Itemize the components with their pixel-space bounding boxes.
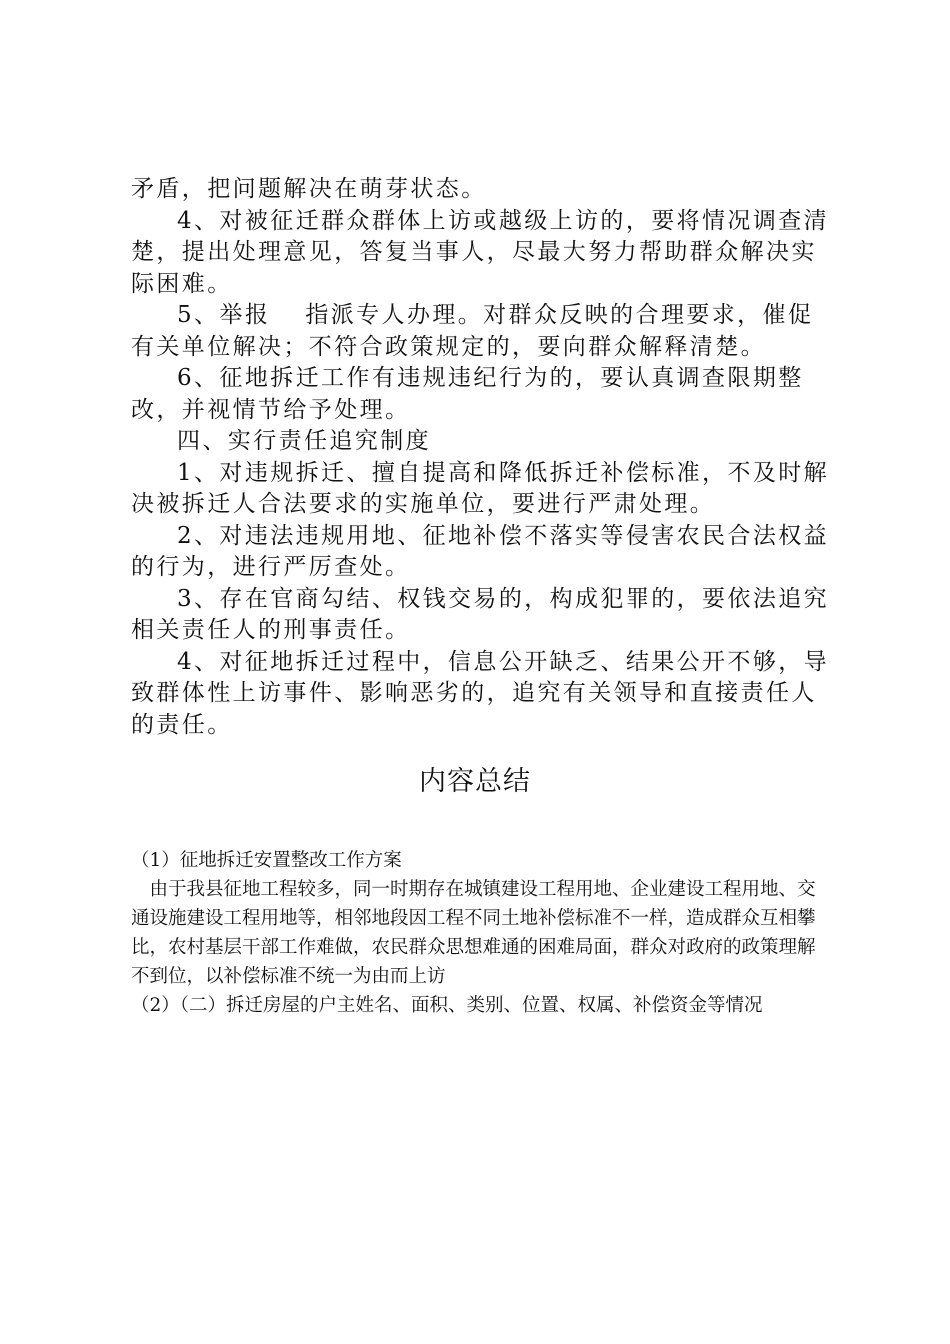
paragraph-duty-4: 4、对征地拆迁过程中，信息公开缺乏、结果公开不够，导致群体性上访事件、影响恶劣的，追究有关领导和直接责任人的责任。 [131,648,830,738]
summary-body: 由于我县征地工程较多，同一时期存在城镇建设工程用地、企业建设工程用地、交通设施建设工程用地等，相邻地段因工程不同土地补偿标准不一样，造成群众互相攀比，农村基层干部工作难做，农民群众思想难通的困难局面，群众对政府的政策理解不到位，以补偿标准不统一为由而上访 [131,879,816,987]
paragraph-item-5: 5、举报 指派专人办理。对群众反映的合理要求，催促有关单位解决；不符合政策规定的，要向群众解释清楚。 [131,302,814,360]
paragraph-duty-1: 1、对违规拆迁、擅自提高和降低拆迁补偿标准，不及时解决被拆迁人合法要求的实施单位，要进行严肃处理。 [131,459,830,517]
paragraph-duty-3: 3、存在官商勾结、权钱交易的，构成犯罪的，要依法追究相关责任人的刑事责任。 [131,585,830,643]
summary-title: 内容总结 [419,766,531,797]
paragraph-duty-2: 2、对违法违规用地、征地补偿不落实等侵害农民合法权益的行为，进行严厉查处。 [131,522,830,580]
summary-item-1: （1）征地拆迁安置整改工作方案 [131,850,402,871]
paragraph-continuation: 矛盾，把问题解决在萌芽状态。 [131,176,487,202]
summary-section [131,846,831,1020]
paragraph-item-6: 6、征地拆迁工作有违规违纪行为的，要认真调查限期整改，并视情节给予处理。 [131,365,804,423]
body-text [131,174,831,741]
summary-item-2: （2）（二）拆迁房屋的户主姓名、面积、类别、位置、权属、补偿资金等情况 [131,995,763,1016]
paragraph-item-4: 4、对被征迁群众群体上访或越级上访的，要将情况调查清楚，提出处理意见，答复当事人，尽最大努力帮助群众解决实际困难。 [131,207,830,297]
section-heading: 四、实行责任追究制度 [177,428,431,454]
